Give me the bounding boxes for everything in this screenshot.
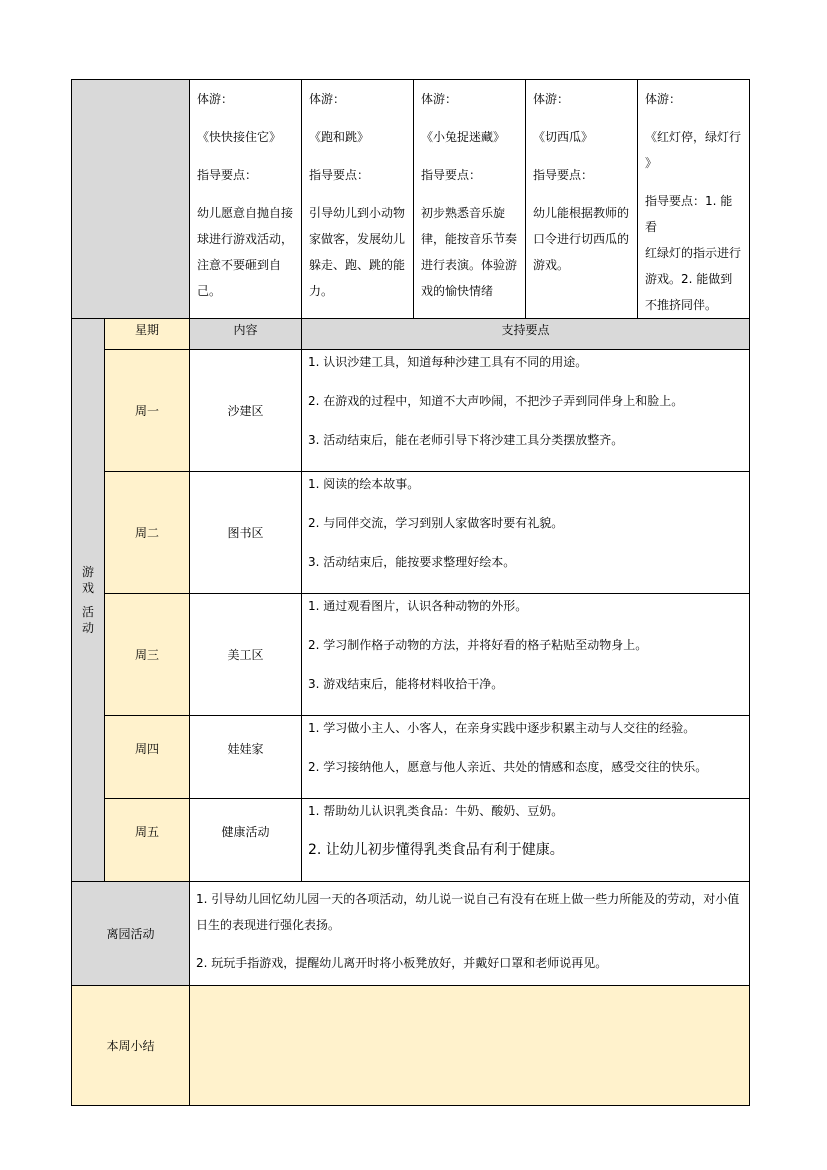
game-type: 体游： xyxy=(197,92,234,106)
game-cell xyxy=(414,80,526,319)
game-title: 《切西瓜》 xyxy=(533,130,594,144)
point-item: 1. 帮助幼儿认识乳类食品：牛奶、酸奶、豆奶。 xyxy=(308,804,564,818)
activity-row xyxy=(72,799,750,882)
section-label-char: 游 xyxy=(81,565,94,579)
game-type: 体游： xyxy=(309,92,346,106)
content-cell: 美工区 xyxy=(190,594,302,716)
point-item: 3. 活动结束后，能按要求整理好绘本。 xyxy=(308,555,516,569)
activity-row xyxy=(72,350,750,472)
point-item: 3. 活动结束后，能在老师引导下将沙建工具分类摆放整齐。 xyxy=(308,433,624,447)
game-title: 《小兔捉迷藏》 xyxy=(421,130,506,144)
point-item: 2. 让幼儿初步懂得乳类食品有利于健康。 xyxy=(308,842,564,858)
game-guide-label: 指导要点： xyxy=(533,168,594,182)
activity-row xyxy=(72,472,750,594)
section-label-char: 动 xyxy=(81,621,94,635)
header-content: 内容 xyxy=(190,319,302,350)
game-guide-label: 指导要点： xyxy=(421,168,482,182)
points-cell xyxy=(302,716,750,799)
point-item: 1. 通过观看图片，认识各种动物的外形。 xyxy=(308,599,528,613)
activity-row xyxy=(72,594,750,716)
game-activity-header-row xyxy=(72,319,750,350)
game-title: 《快快接住它》 xyxy=(197,130,282,144)
leave-activity-row xyxy=(72,882,750,986)
weekly-summary-label: 本周小结 xyxy=(72,986,190,1106)
game-guide-label: 指导要点： xyxy=(309,168,370,182)
header-points: 支持要点 xyxy=(302,319,750,350)
points-cell xyxy=(302,472,750,594)
game-cell xyxy=(638,80,750,319)
header-day: 星期 xyxy=(105,319,190,350)
game-guide-label: 指导要点：1. 能看 xyxy=(645,194,733,234)
point-item: 1. 认识沙建工具，知道每种沙建工具有不同的用途。 xyxy=(308,355,588,369)
points-cell xyxy=(302,799,750,882)
game-type: 体游： xyxy=(421,92,458,106)
leave-activity-content xyxy=(190,882,750,986)
game-type: 体游： xyxy=(533,92,570,106)
content-cell: 娃娃家 xyxy=(190,716,302,799)
point-item: 2. 学习制作格子动物的方法，并将好看的格子粘贴至动物身上。 xyxy=(308,638,648,652)
day-cell: 周一 xyxy=(105,350,190,472)
point-item: 1. 学习做小主人、小客人，在亲身实践中逐步积累主动与人交往的经验。 xyxy=(308,721,696,735)
game-activity-section-label xyxy=(72,319,105,882)
point-item: 3. 游戏结束后，能将材料收拾干净。 xyxy=(308,677,504,691)
game-cell xyxy=(302,80,414,319)
game-guide-text: 初步熟悉音乐旋律，能按音乐节奏进行表演。体验游戏的愉快情绪 xyxy=(421,206,518,298)
leave-activity-label: 离园活动 xyxy=(72,882,190,986)
day-cell: 周三 xyxy=(105,594,190,716)
point-item: 2. 在游戏的过程中，知道不大声吵闹，不把沙子弄到同伴身上和脸上。 xyxy=(308,394,684,408)
leave-item: 1. 引导幼儿回忆幼儿园一天的各项活动，幼儿说一说自己有没有在班上做一些力所能及的劳动，对小值日生的表现进行强化表扬。 xyxy=(196,892,740,932)
weekly-summary-content[interactable] xyxy=(190,986,750,1106)
content-cell: 沙建区 xyxy=(190,350,302,472)
game-type: 体游： xyxy=(645,92,682,106)
game-guide-text: 红绿灯的指示进行游戏。2. 能做到不推挤同伴。 xyxy=(645,246,742,312)
point-item: 2. 与同伴交流，学习到别人家做客时要有礼貌。 xyxy=(308,516,564,530)
weekly-plan-table xyxy=(71,79,750,1106)
day-cell: 周二 xyxy=(105,472,190,594)
content-cell: 图书区 xyxy=(190,472,302,594)
game-cell xyxy=(190,80,302,319)
point-item: 2. 学习接纳他人，愿意与他人亲近、共处的情感和态度，感受交往的快乐。 xyxy=(308,760,708,774)
section-label-char: 戏 xyxy=(81,581,94,595)
outdoor-games-label-cell xyxy=(72,80,190,319)
game-guide-text: 引导幼儿到小动物家做客，发展幼儿躲走、跑、跳的能力。 xyxy=(309,206,406,298)
point-item: 1. 阅读的绘本故事。 xyxy=(308,477,420,491)
game-guide-text: 幼儿能根据教师的口令进行切西瓜的游戏。 xyxy=(533,206,630,272)
game-title: 《红灯停，绿灯行 》 xyxy=(645,130,742,170)
activity-row xyxy=(72,716,750,799)
day-cell: 周四 xyxy=(105,716,190,799)
points-cell xyxy=(302,350,750,472)
day-cell: 周五 xyxy=(105,799,190,882)
game-title: 《跑和跳》 xyxy=(309,130,370,144)
outdoor-games-row xyxy=(72,80,750,319)
game-cell xyxy=(526,80,638,319)
game-guide-text: 幼儿愿意自抛自接球进行游戏活动，注意不要砸到自己。 xyxy=(197,206,294,298)
game-guide-label: 指导要点： xyxy=(197,168,258,182)
content-cell: 健康活动 xyxy=(190,799,302,882)
weekly-summary-row xyxy=(72,986,750,1106)
points-cell xyxy=(302,594,750,716)
leave-item: 2. 玩玩手指游戏，提醒幼儿离开时将小板凳放好，并戴好口罩和老师说再见。 xyxy=(196,956,608,970)
section-label-char: 活 xyxy=(81,605,94,619)
